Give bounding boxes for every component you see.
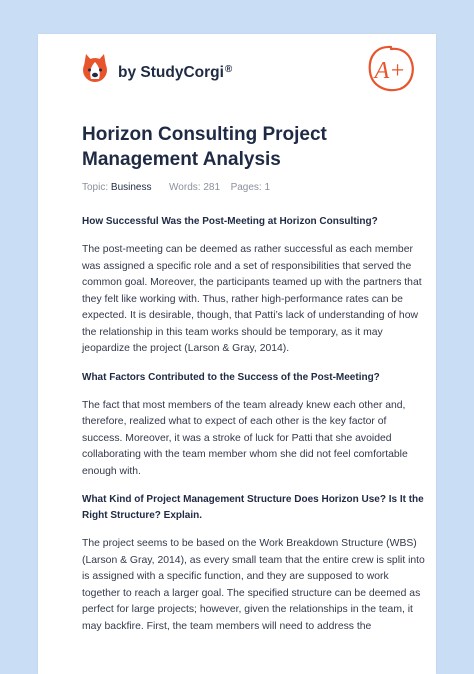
brand-name[interactable]: by StudyCorgi®: [118, 64, 233, 81]
section-paragraph: The project seems to be based on the Work Breakdown Structure (WBS) (Larson & Gray, 2014), as every small team that the entire crew is split into is assigned with a specific function, and they are supposed to work together to reach a larger goal. The specified structure can be deemed as perfect for large projects; however, given the relationships in the team, it may backfire. First, the team members will need to address the: [82, 538, 425, 632]
section-heading: How Successful Was the Post-Meeting at Horizon Consulting?: [82, 216, 378, 227]
section-paragraph: The post-meeting can be deemed as rather successful as each member was assigned a specific role and a set of responsibilities that served the common goal. Moreover, the participants teamed up with the partners that they felt like working with. Thus, rather high-performance rates can be expected. It is desirable, though, that Patti’s lack of understanding of how the relationship in this team works should be temporary, as it may jeopardize the project (Larson & Gray, 2014).: [82, 244, 422, 354]
grade-badge-text: A+: [374, 58, 406, 84]
section-heading: What Factors Contributed to the Success of the Post-Meeting?: [82, 371, 380, 383]
word-count: Words: 281: [169, 182, 220, 193]
section-paragraph: The fact that most members of the team already knew each other and, therefore, realized what to expect of each other is the key factor of success. Moreover, it was a stroke of luck for Patti that she avoided collaborating with the team member whom she did not feel comfortable enough with.: [82, 399, 408, 477]
registered-mark: ®: [224, 64, 233, 75]
page-count: Pages: 1: [230, 182, 271, 193]
document-body: [82, 214, 426, 647]
document-title: Horizon Consulting Project Management Analysis: [82, 124, 327, 170]
header: [38, 34, 436, 114]
grade-badge-icon: [364, 42, 418, 96]
topic-label: Topic:: [82, 182, 109, 193]
document-page: [38, 34, 436, 674]
corgi-logo-icon: [80, 52, 110, 84]
section-heading: What Kind of Project Management Structure Does Horizon Use? Is It the Right Structure? Explain.: [82, 494, 424, 521]
topic-link[interactable]: Business: [110, 182, 152, 193]
document-meta: [82, 182, 270, 193]
